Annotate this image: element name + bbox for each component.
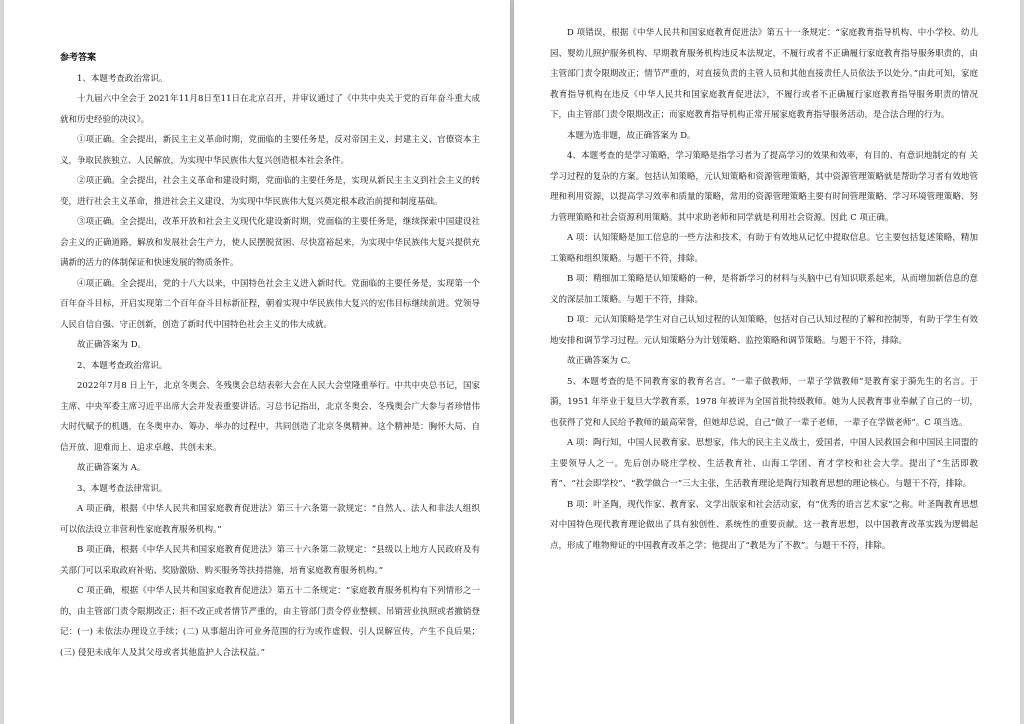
page-content xyxy=(60,48,480,663)
paragraph: 2、本题考查政治常识。 xyxy=(77,360,168,371)
paragraph: B 项：叶圣陶，现代作家、教育家、文学出版家和社会活动家，有“优秀的语言艺术家”之称。叶圣陶教育思想对中国特色现代教育理论做出了具有独创性、系统性的重要贡献。这一教育思想，以中国教育改革实践为逻辑起点，形成了唯物辩证的中国教育改革之学；他提出了“教是为了不教”。与题干不符，排除。 xyxy=(550,499,978,551)
paragraph: D 项：元认知策略是学生对自己认知过程的认知策略，包括对自己认知过程的了解和控制等，有助于学生有效地安排和调节学习过程。元认知策略分为计划策略、监控策略和调节策略。与题干不符，排除。 xyxy=(550,315,978,346)
paragraph: 3、本题考查法律常识。 xyxy=(77,483,168,494)
paragraph: A 项：陶行知，中国人民教育家、思想家，伟大的民主主义战士，爱国者，中国人民救国会和中国民主同盟的主要领导人之一。先后创办晓庄学校、生活教育社、山海工学团、育才学校和社会大学。提出了“生活即教育”、“社会即学校”、“教学做合一”三大主张，生活教育理论是陶行知教育思想的理论核心。与题干不符，排除。 xyxy=(550,438,978,489)
paragraph: ②项正确。全会提出，社会主义革命和建设时期，党面临的主要任务是，实现从新民主主义到社会主义的转变，进行社会主义革命，推进社会主义建设，为实现中华民族伟大复兴奠定根本政治前提和制度基础。 xyxy=(60,176,480,207)
paragraph: 十九届六中全会于 2021年11月8日至11日在北京召开，并审议通过了《中共中央关于党的百年奋斗重大成就和历史经验的决议》。 xyxy=(60,94,480,125)
paragraph: 5、本题考查的是不同教育家的教育名言。“一辈子做教师，一辈子学做教师”是教育家于漪先生的名言。于漪，1951 年毕业于复旦大学教育系，1978 年被评为全国首批特级教师。她为人民教育事业奉献了自己的一切，也获得了党和人民给予教师的最高荣誉，但她却总说，自己“做了一辈子老师，一辈子在学做老师”。C 项当选。 xyxy=(550,376,978,428)
page-content xyxy=(550,23,978,556)
paragraph: ①项正确。全会提出，新民主主义革命时期，党面临的主要任务是，反对帝国主义、封建主义、官僚资本主义，争取民族独立、人民解放，为实现中华民族伟大复兴创造根本社会条件。 xyxy=(60,135,480,166)
paragraph: ④项正确。全会提出，党的十八大以来，中国特色社会主义进入新时代。党面临的主要任务是，实现第一个百年奋斗目标，开启实现第二个百年奋斗目标新征程，朝着实现中华民族伟大复兴的宏伟目标继续前进。党领导人民自信自强、守正创新，创造了新时代中国特色社会主义的伟大成就。 xyxy=(60,278,480,330)
paragraph: C 项正确，根据《中华人民共和国家庭教育促进法》第五十二条规定：“家庭教育服务机构有下列情形之一的，由主管部门责令限期改正；拒不改正或者情节严重的，由主管部门责令停业整顿、吊销营业执照或者撤销登记：(一) 未依法办理设立手续；(二) 从事超出许可业务范围的行为或作虚假、引人误解宣传，产生不良后果；(三) 侵犯未成年人及其父母或者其他监护人合法权益。” xyxy=(60,586,480,658)
paragraph: 2022年7月8 日上午，北京冬奥会、冬残奥会总结表彰大会在人民大会堂隆重举行。中共中央总书记，国家主席、中央军委主席习近平出席大会并发表重要讲话。习总书记指出，北京冬奥会、冬残奥会广大参与者珍惜伟大时代赋予的机遇，在冬奥申办、筹办、举办的过程中，共同创造了北京冬奥精神。这个精神是：胸怀大局、自信开放、迎难而上、追求卓越、共创未来。 xyxy=(60,381,480,453)
paragraph: B 项正确，根据《中华人民共和国家庭教育促进法》第三十六条第二款规定：“县级以上地方人民政府及有关部门可以采取政府补贴、奖励激励、购买服务等扶持措施，培育家庭教育服务机构。” xyxy=(60,545,480,576)
paragraph: 故正确答案为 A。 xyxy=(77,463,146,473)
paragraph: 1、本题考查政治常识。 xyxy=(77,73,168,84)
paragraph: 故正确答案为 D。 xyxy=(77,340,147,350)
paragraph: 4、本题考查的是学习策略，学习策略是指学习者为了提高学习的效果和效率，有目的、有意识地制定的有 关学习过程的复杂的方案。包括认知策略，元认知策略和资源管理策略，其中资源管理策略就是帮助学习者有效地管理和利用资源，以提高学习效率和质量的策略，常用的资源管理策略主要有时间管理策略、学习环境管理策略、努力管理策略和社会资源利用策略。其中求助老师和同学就是利用社会资源。因此 C 项正确。 xyxy=(550,151,978,223)
paragraph: ③项正确。全会提出，改革开放和社会主义现代化建设新时期，党面临的主要任务是，继续探索中国建设社会主义的正确道路，解放和发展社会生产力，使人民摆脱贫困、尽快富裕起来，为实现中华民族伟大复兴提供充满新的活力的体制保证和快速发展的物质条件。 xyxy=(60,217,480,268)
paragraph: A 项正确，根据《中华人民共和国家庭教育促进法》第三十六条第一款规定：“自然人、法人和非法人组织可以依法设立非营利性家庭教育服务机构。” xyxy=(60,504,480,535)
page-title: 参考答案 xyxy=(60,53,97,63)
document-page-left xyxy=(4,0,510,724)
document-page-right xyxy=(514,0,1020,724)
paragraph: A 项：认知策略是加工信息的一些方法和技术，有助于有效地从记忆中提取信息。它主要包括复述策略，精加工策略和组织策略。与题干不符，排除。 xyxy=(550,233,978,264)
paragraph: 本题为选非题，故正确答案为 D。 xyxy=(567,130,696,141)
paragraph: D 项错误，根据《中华人民共和国家庭教育促进法》第五十一条规定：“家庭教育指导机构、中小学校、幼儿园、婴幼儿照护服务机构、早期教育服务机构违反本法规定，不履行或者不正确履行家庭教育指导服务职责的，由主管部门责令限期改正；情节严重的，对直接负责的主管人员和其他直接责任人员依法予以处分。”由此可知，家庭教育指导机构在违反《中华人民共和国家庭教育促进法》，不履行或者不正确履行家庭教育指导服务职责的情况下，由主管部门责令限期改正；而家庭教育指导机构正常开展家庭教育指导服务活动，是合法合理的行为。 xyxy=(550,28,978,120)
paragraph: 故正确答案为 C。 xyxy=(567,356,636,366)
paragraph: B 项：精细加工策略是认知策略的一种，是将新学习的材料与头脑中已有知识联系起来，从而增加新信息的意义的深层加工策略。与题干不符，排除。 xyxy=(550,274,978,305)
